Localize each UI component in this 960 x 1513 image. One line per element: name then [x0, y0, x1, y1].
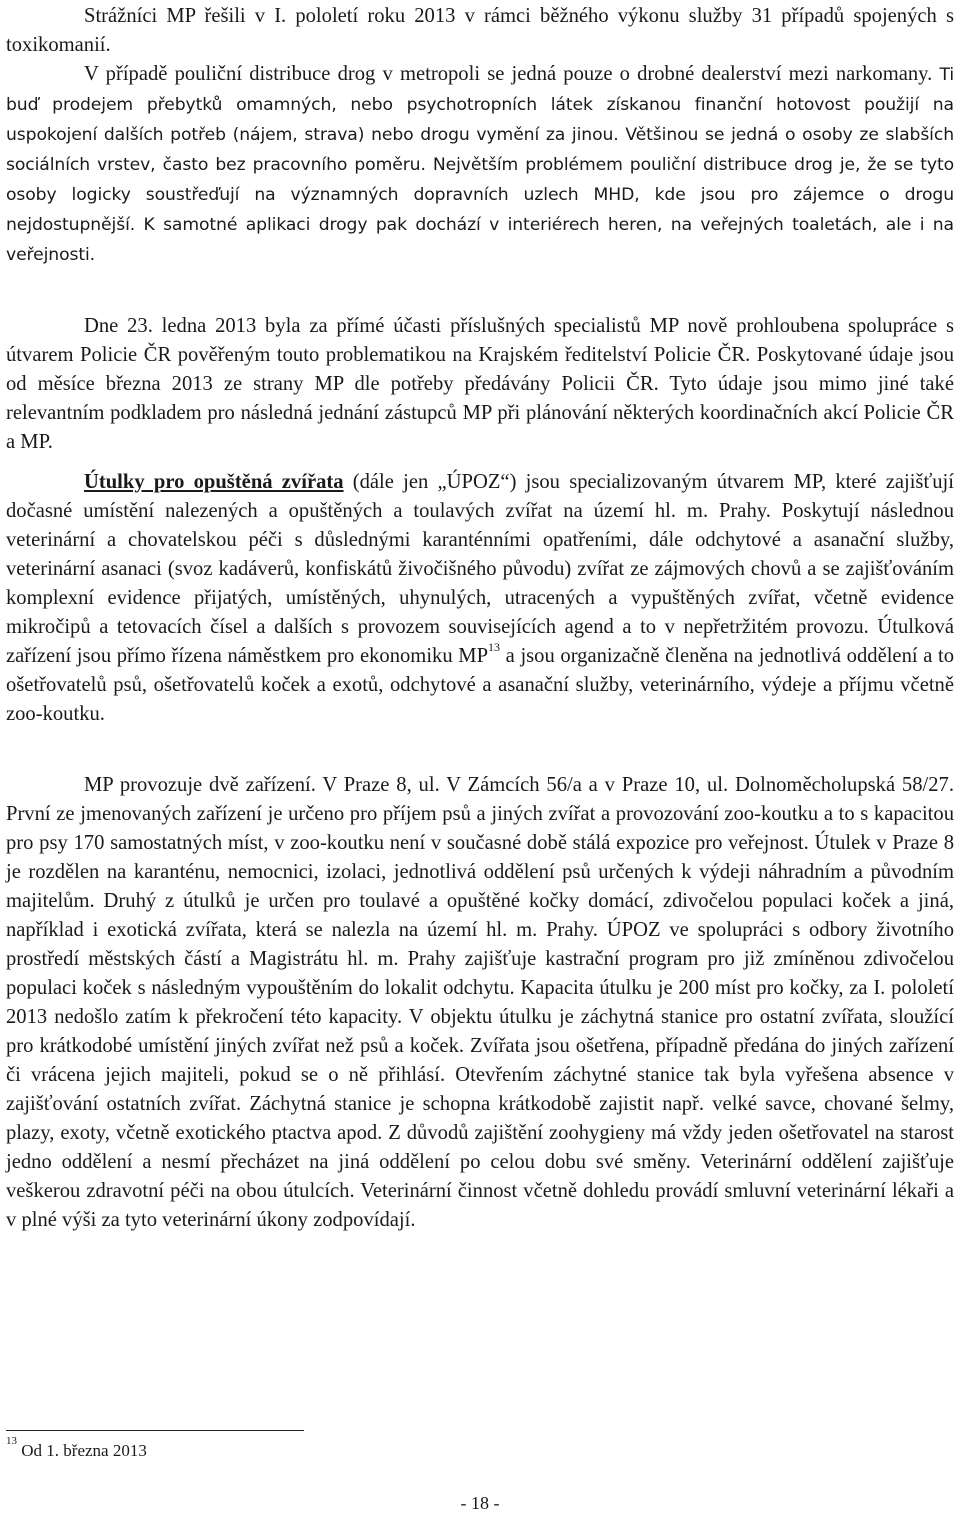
- paragraph-text-continuation: Ti buď prodejem přebytků omamných, nebo psychotropních látek získanou finanční hotovost použijí na uspokojení dalších potřeb (nájem, strava) nebo drogu vymění za jinou. Většinou se jedná o osoby ze slabších sociálních vrstev, často bez pracovního poměru. Největším problémem pouliční distribuce drog je, že se tyto osoby logicky soustřeďují na významných dopravních uzlech MHD, kde jsou pro zájemce o drogu nejdostupnější. K samotné aplikaci drogy pak dochází v interiérech heren, na veřejných toaletách, ale i na veřejnosti.: [6, 65, 954, 265]
- paragraph-police-cooperation: [6, 312, 954, 457]
- paragraph-text: Strážníci MP řešili v I. pololetí roku 2013 v rámci běžného výkonu služby 31 případů spojených s toxikomanií.: [6, 5, 954, 56]
- paragraph-toxicomania-cases: [6, 2, 954, 60]
- paragraph-text: MP provozuje dvě zařízení. V Praze 8, ul. V Zámcích 56/a a v Praze 10, ul. Dolnoměcholupská 58/27. První ze jmenovaných zařízení je určeno pro příjem psů a jiných zvířat a provozování zoo-koutku a to s kapacitou pro psy 170 samostatných míst, v zoo-koutku není v současné době stálá expozice pro veřejnost. Útulek v Praze 8 je rozdělen na karanténu, nemocnici, izolaci, jednotlivá oddělení psů určených k výdeji náhradním a původním majitelům. Druhý z útulků je určen pro toulavé a opuštěné kočky domácí, zdivočelou populaci koček a jiná, například i exotická zvířata, která se nalezla na území hl. m. Prahy. ÚPOZ ve spolupráci s odbory životního prostředí městských částí a Magistrátu hl. m. Prahy zajišťuje kastrační program pro již zmíněnou zdivočelou populaci koček s následným vypouštěním do lokalit odchytu. Kapacita útulku je 200 míst pro kočky, za I. pololetí 2013 nedošlo zatím k překročení této kapacity. V objektu útulku je záchytná stanice pro ostatní zvířata, sloužící pro krátkodobé umístění jiných zvířat než psů a koček. Zvířata jsou ošetřena, případně předána do jiných zařízení či vrácena jejich majiteli, pokud se o ně přihlásí. Otevřením záchytné stanice tak byla vyřešena absence v zajišťování ostatních zvířat. Záchytná stanice je schopna krátkodobě zajistit např. velké savce, chované šelmy, plazy, exoty, včetně exotického ptactva apod. Z důvodů zajištění zoohygieny má vždy jeden ošetřovatel na starost jedno oddělení a nesmí přecházet na jiná oddělení po celou dobu své směny. Veterinární oddělení zajišťuje veškerou zdravotní péči na obou útulcích. Veterinární činnost včetně dohledu provádí smluvní veterinární lékaři a v plné výši za tyto veterinární úkony zodpovídají.: [6, 774, 954, 1231]
- section-lead-heading: Útulky pro opuštěná zvířata: [84, 471, 344, 493]
- paragraph-text-part1: (dále jen „ÚPOZ“) jsou specializovaným útvarem MP, které zajišťují dočasné umístění nalezených a opuštěných a toulavých zvířat na území hl. m. Prahy. Poskytují následnou veterinární a chovatelskou péči s důslednými karanténními opatřeními, dále odchytové a asanační služby, veterinární asanaci (svoz kadáverů, konfiskátů živočišného původu) zvířat ze zájmových chovů a se zajišťováním komplexní evidence přijatých, umístěných, uhynulých, utracených a vypuštěných zvířat, včetně evidence mikročipů a tetovacích čísel a dalších s provozem souvisejících agend a to v nepřetržitém provozu. Útulková zařízení jsou přímo řízena náměstkem pro ekonomiku MP: [6, 471, 954, 667]
- paragraph-text-part2: a jsou organizačně členěna na jednotlivá oddělení a to ošetřovatelů psů, ošetřovatelů koček a exotů, odchytové a asanační služby, veterinárního, výdeje a příjmu včetně zoo-koutku.: [6, 645, 954, 725]
- footnote-text: Od 1. března 2013: [21, 1441, 147, 1460]
- footnote-number: 13: [6, 1435, 17, 1448]
- paragraph-street-distribution: [6, 60, 954, 270]
- page-number: - 18 -: [460, 1493, 500, 1513]
- paragraph-shelter-facilities: [6, 771, 954, 1235]
- paragraph-text: Dne 23. ledna 2013 byla za přímé účasti příslušných specialistů MP nově prohloubena spolupráce s útvarem Policie ČR pověřeným touto problematikou na Krajském ředitelství Policie ČR. Poskytované údaje jsou od měsíce března 2013 ze strany MP dle potřeby předávány Policii ČR. Tyto údaje jsou mimo jiné také relevantním podkladem pro následná jednání zástupců MP při plánování některých koordinačních akcí Policie ČR a MP.: [6, 315, 954, 453]
- paragraph-text-lead: V případě pouliční distribuce drog v metropoli se jedná pouze o drobné dealerství mezi narkomany.: [84, 63, 940, 85]
- footnote-reference[interactable]: 13: [488, 640, 501, 655]
- footnote-divider: [6, 1430, 304, 1431]
- footnote: [6, 1435, 147, 1462]
- paragraph-animal-shelters: [6, 468, 954, 729]
